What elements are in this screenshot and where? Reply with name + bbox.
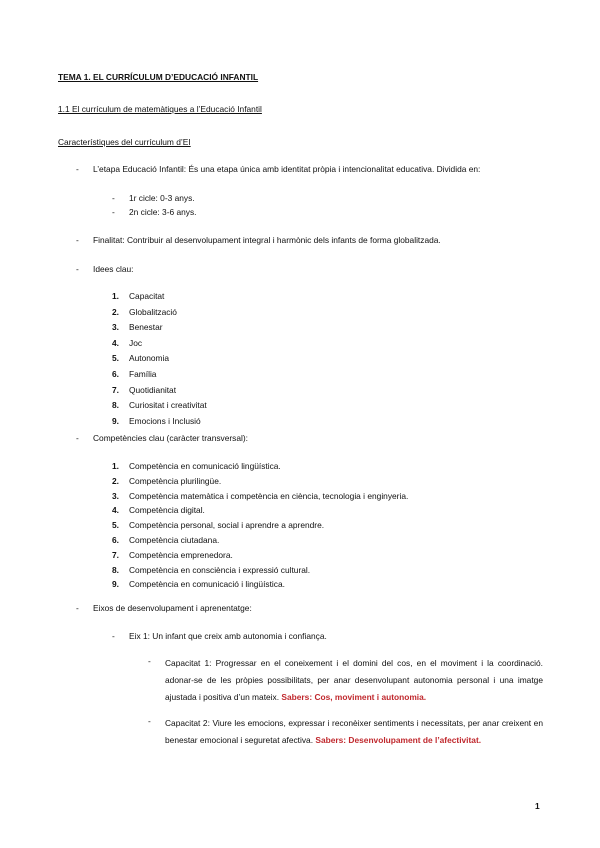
- list-item: Capacitat: [129, 291, 165, 301]
- cicle-item: 2n cicle: 3-6 anys.: [129, 207, 197, 217]
- list-number: 4.: [112, 337, 119, 348]
- list-item: Competència en comunicació i lingüística.: [129, 579, 285, 590]
- bullet-marker: -: [148, 716, 151, 726]
- list-item: Curiositat i creativitat: [129, 400, 207, 411]
- list-number: 6.: [112, 535, 119, 545]
- list-number: 1.: [112, 291, 119, 301]
- capacitat-2-text: Capacitat 2: Viure les emocions, expressar i reconèixer sentiments i necessitats, per anar creixent en benestar emocional i seguretat afectiva.: [165, 718, 543, 745]
- list-item: Autonomia: [129, 353, 170, 364]
- eixos-title: Eixos de desenvolupament i aprenentatge:: [93, 603, 252, 613]
- list-item: Competència emprenedora.: [129, 549, 233, 560]
- list-item: Competència digital.: [129, 505, 205, 516]
- list-item: Competència ciutadana.: [129, 535, 220, 545]
- list-item: Globalització: [129, 306, 177, 317]
- bullet-marker: -: [76, 603, 79, 613]
- list-item: Benestar: [129, 322, 163, 333]
- list-item: Emocions i Inclusió: [129, 415, 201, 426]
- list-number: 8.: [112, 564, 119, 575]
- bullet-marker: -: [76, 164, 79, 174]
- list-number: 2.: [112, 306, 119, 317]
- list-number: 7.: [112, 384, 119, 395]
- capacitat-2: [165, 715, 543, 749]
- list-number: 3.: [112, 322, 119, 333]
- list-number: 5.: [112, 520, 119, 531]
- finalitat-text: Finalitat: Contribuir al desenvolupament integral i harmònic dels infants de forma globalitzada.: [93, 235, 441, 245]
- list-item: Competència matemàtica i competència en ciència, tecnologia i enginyeria.: [129, 490, 409, 501]
- bullet-marker: -: [112, 207, 115, 217]
- section-heading: 1.1 El currículum de matemàtiques a l’Educació Infantil: [58, 104, 262, 114]
- list-item: Família: [129, 369, 157, 379]
- list-number: 3.: [112, 490, 119, 501]
- capacitat-1: [165, 655, 543, 706]
- list-number: 4.: [112, 505, 119, 516]
- capacitat-1-text: Capacitat 1: Progressar en el coneixement i el domini del cos, en el moviment i la coordinació. adonar-se de les pròpies possibilitats, per anar desenvolupant autonomia personal i una imatge ajustada i positiva d’un mateix.: [165, 658, 543, 702]
- capacitat-1-sabers: Sabers: Cos, moviment i autonomia.: [281, 692, 427, 702]
- capacitat-2-sabers: Sabers: Desenvolupament de l’afectivitat.: [315, 735, 482, 745]
- competencies-title: Competències clau (caràcter transversal):: [93, 433, 248, 443]
- list-item: Competència en consciència i expressió cultural.: [129, 564, 311, 575]
- list-number: 9.: [112, 415, 119, 426]
- bullet-marker: -: [112, 631, 115, 641]
- document-title: TEMA 1. EL CURRÍCULUM D’EDUCACIÓ INFANTIL: [58, 72, 259, 82]
- cicle-item: 1r cicle: 0-3 anys.: [129, 193, 195, 203]
- list-item: Joc: [129, 337, 143, 348]
- list-item: Quotidianitat: [129, 384, 177, 395]
- list-item: Competència personal, social i aprendre a aprendre.: [129, 520, 325, 531]
- etapa-text: L’etapa Educació Infantil: És una etapa única amb identitat pròpia i intencionalitat educativa. Dividida en:: [93, 164, 481, 174]
- page-number: 1: [535, 801, 540, 811]
- bullet-marker: -: [76, 264, 79, 274]
- list-number: 7.: [112, 549, 119, 560]
- bullet-marker: -: [148, 656, 151, 666]
- eix1-text: Eix 1: Un infant que creix amb autonomia i confiança.: [129, 631, 327, 641]
- subsection-heading: Característiques del currículum d’EI: [58, 137, 191, 147]
- bullet-marker: -: [76, 235, 79, 245]
- list-number: 5.: [112, 353, 119, 364]
- list-number: 9.: [112, 579, 119, 590]
- bullet-marker: -: [112, 193, 115, 203]
- idees-title: Idees clau:: [93, 264, 134, 274]
- list-number: 1.: [112, 461, 119, 471]
- list-item: Competència en comunicació lingüística.: [129, 461, 281, 471]
- list-number: 6.: [112, 369, 119, 379]
- list-number: 8.: [112, 400, 119, 411]
- bullet-marker: -: [76, 433, 79, 443]
- list-item: Competència plurilingüe.: [129, 475, 222, 486]
- list-number: 2.: [112, 475, 119, 486]
